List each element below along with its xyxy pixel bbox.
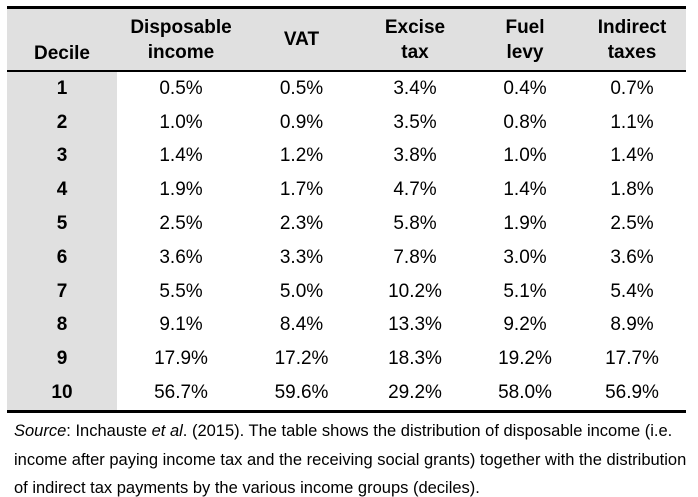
- table-row-decile-7: [7, 275, 686, 309]
- value-cell-excise-tax: 3.8%: [393, 145, 437, 167]
- value-cell-indirect-taxes: 3.6%: [610, 246, 654, 268]
- value-cell-indirect-taxes: 17.7%: [605, 348, 659, 370]
- value-cell-fuel-levy: 58.0%: [498, 382, 552, 404]
- table-row-decile-8: [7, 309, 686, 343]
- column-header-line: income: [147, 41, 215, 63]
- value-cell-indirect-taxes: 1.4%: [610, 145, 654, 167]
- column-header-line: Disposable: [130, 16, 232, 38]
- value-cell-disposable-income: 17.9%: [154, 348, 208, 370]
- value-cell-fuel-levy: 0.8%: [503, 111, 547, 133]
- value-cell-vat: 5.0%: [279, 280, 324, 302]
- column-header-line: levy: [506, 41, 544, 63]
- decile-cell: 4: [7, 173, 117, 207]
- value-cell-vat: 8.4%: [279, 314, 324, 336]
- decile-cell: 6: [7, 241, 117, 275]
- footnote-text-1: : Inchauste: [66, 422, 152, 440]
- value-cell-excise-tax: 3.5%: [393, 111, 437, 133]
- value-cell-vat: 1.2%: [279, 145, 324, 167]
- column-header-line: Excise: [384, 16, 446, 38]
- table-row-decile-9: [7, 342, 686, 376]
- decile-cell: 7: [7, 275, 117, 309]
- value-cell-disposable-income: 9.1%: [159, 314, 203, 336]
- table-body: [7, 72, 686, 413]
- value-cell-disposable-income: 1.0%: [159, 111, 203, 133]
- decile-cell: 9: [7, 342, 117, 376]
- column-header-line: tax: [401, 41, 429, 63]
- table-row-decile-10: [7, 376, 686, 410]
- value-cell-indirect-taxes: 0.7%: [610, 77, 654, 99]
- value-cell-disposable-income: 2.5%: [159, 213, 203, 235]
- decile-cell: 8: [7, 309, 117, 343]
- value-cell-indirect-taxes: 56.9%: [605, 382, 659, 404]
- value-cell-vat: 59.6%: [274, 382, 329, 404]
- decile-cell: 2: [7, 106, 117, 140]
- value-cell-indirect-taxes: 5.4%: [610, 280, 654, 302]
- value-cell-excise-tax: 13.3%: [388, 314, 442, 336]
- value-cell-indirect-taxes: 8.9%: [610, 314, 654, 336]
- value-cell-disposable-income: 56.7%: [154, 382, 208, 404]
- value-cell-excise-tax: 5.8%: [393, 213, 437, 235]
- value-cell-fuel-levy: 1.4%: [503, 179, 547, 201]
- footnote-et-al: et al: [151, 422, 183, 440]
- table-row-decile-6: [7, 241, 686, 275]
- value-cell-indirect-taxes: 2.5%: [610, 213, 654, 235]
- value-cell-vat: 2.3%: [279, 213, 324, 235]
- value-cell-disposable-income: 3.6%: [159, 246, 203, 268]
- value-cell-vat: 0.5%: [279, 77, 324, 99]
- column-header-line: Indirect: [597, 16, 667, 38]
- value-cell-excise-tax: 4.7%: [393, 179, 437, 201]
- footnote-source-label: Source: [14, 422, 67, 440]
- table-footnote: [14, 417, 688, 497]
- value-cell-excise-tax: 18.3%: [388, 348, 442, 370]
- decile-cell: 1: [7, 72, 117, 106]
- column-header-fuel-levy: [472, 9, 578, 70]
- value-cell-vat: 3.3%: [279, 246, 324, 268]
- value-cell-disposable-income: 1.9%: [159, 179, 203, 201]
- decile-cell: 3: [7, 140, 117, 174]
- value-cell-fuel-levy: 3.0%: [503, 246, 547, 268]
- column-header-line: VAT: [283, 29, 320, 50]
- column-header-line: Decile: [34, 43, 90, 64]
- table-row-decile-3: [7, 140, 686, 174]
- column-header-excise-tax: [358, 9, 472, 70]
- value-cell-vat: 1.7%: [279, 179, 324, 201]
- value-cell-fuel-levy: 0.4%: [503, 77, 547, 99]
- table-row-decile-1: [7, 72, 686, 106]
- column-header-indirect-taxes: [578, 9, 686, 70]
- value-cell-vat: 17.2%: [274, 348, 329, 370]
- column-header-vat: [245, 9, 358, 70]
- tax-distribution-table: [7, 6, 686, 413]
- value-cell-disposable-income: 5.5%: [159, 280, 203, 302]
- column-header-line: taxes: [607, 41, 657, 63]
- value-cell-fuel-levy: 9.2%: [503, 314, 547, 336]
- table-row-decile-2: [7, 106, 686, 140]
- value-cell-vat: 0.9%: [279, 111, 324, 133]
- value-cell-excise-tax: 10.2%: [388, 280, 442, 302]
- table-row-decile-4: [7, 173, 686, 207]
- decile-cell: 5: [7, 207, 117, 241]
- value-cell-fuel-levy: 5.1%: [503, 280, 547, 302]
- value-cell-fuel-levy: 1.0%: [503, 145, 547, 167]
- value-cell-disposable-income: 0.5%: [159, 77, 203, 99]
- footnote-text-2: . (2015). The table shows the distribution of disposable income (i.e. income after paying income tax and the receiving social grants) together with the distribution of indirect tax payments by the various income groups (deciles).: [14, 422, 687, 497]
- value-cell-excise-tax: 29.2%: [388, 382, 442, 404]
- value-cell-fuel-levy: 1.9%: [503, 213, 547, 235]
- value-cell-disposable-income: 1.4%: [159, 145, 203, 167]
- value-cell-indirect-taxes: 1.8%: [610, 179, 654, 201]
- column-header-line: Fuel: [505, 16, 545, 38]
- value-cell-indirect-taxes: 1.1%: [610, 111, 654, 133]
- column-header-disposable-income: [117, 9, 245, 70]
- table-row-decile-5: [7, 207, 686, 241]
- value-cell-excise-tax: 3.4%: [393, 77, 437, 99]
- value-cell-fuel-levy: 19.2%: [498, 348, 552, 370]
- column-header-decile: [7, 9, 117, 70]
- table-header-row: [7, 9, 686, 72]
- value-cell-excise-tax: 7.8%: [393, 246, 437, 268]
- decile-cell: 10: [7, 376, 117, 410]
